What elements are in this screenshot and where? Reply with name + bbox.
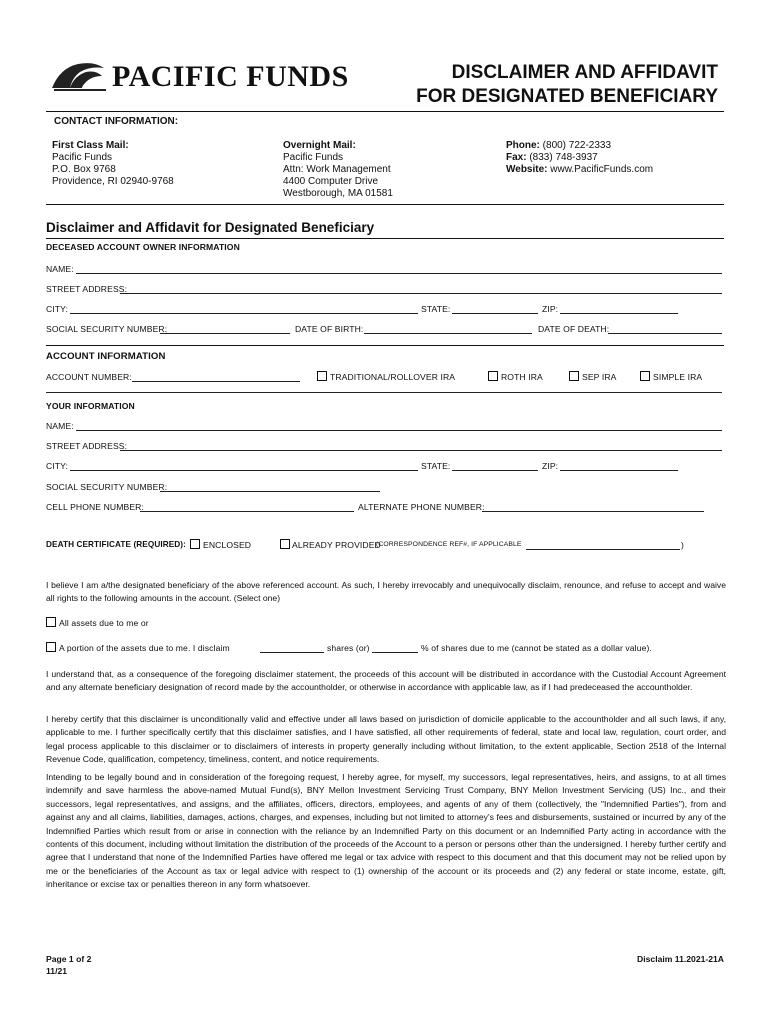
form-title-line2: FOR DESIGNATED BENEFICIARY (416, 86, 718, 107)
correspondence-ref-close: ) (681, 540, 684, 550)
your-street-field[interactable] (120, 450, 722, 451)
first-class-line: Providence, RI 02940-9768 (52, 176, 174, 187)
phone-block (506, 140, 653, 176)
cell-phone-label: CELL PHONE NUMBER: (46, 502, 144, 512)
form-id: Disclaim 11.2021-21A (637, 954, 724, 964)
traditional-ira-label: TRADITIONAL/ROLLOVER IRA (330, 372, 456, 382)
enclosed-checkbox[interactable] (190, 539, 200, 549)
death-cert-label: DEATH CERTIFICATE (REQUIRED): (46, 540, 186, 549)
portion-label-c: % of shares due to me (cannot be stated as a dollar value). (421, 643, 652, 653)
traditional-ira-checkbox[interactable] (317, 371, 327, 381)
deceased-zip-field[interactable] (560, 313, 678, 314)
page-number: Page 1 of 2 (46, 954, 92, 964)
phone-value: (800) 722-2333 (542, 140, 612, 151)
deceased-zip-label: ZIP: (542, 304, 559, 314)
correspondence-ref-field[interactable] (526, 549, 680, 550)
correspondence-ref-label: (CORRESPONDENCE REF#, IF APPLICABLE (376, 541, 522, 548)
indemnification-paragraph: Intending to be legally bound and in consideration of the foregoing request, I hereby agree, for myself, my successors, legal representatives, heirs, and assigns, to at all times indemnify and save harmless the above-named Mutual Fund(s), BNY Mellon Investment Servicing Trust Company, BNY Mellon Investment Servicing (US) Inc., and their successors, legal representatives, and assigns, and the affiliates, officers, directors, employees, and agents of any of them (collectively, the "Indemnified Parties"), from and against any and all claims, liabilities, damages, actions, charges, and expenses, including but not limited to attorney's fees and disbursements, sustained or incurred by any of the Indemnified Parties which result from or arise in connection with the reliance by an Indemnified Party on this document or an Indemnified Party acting in accordance with the contents of this document, including without limitation the distribution of the proceeds of the Account to a person or persons other than the undersigned. I hereby further certify and agree that I understand that none of the Indemnified Parties have offered me legal or tax advice with respect to this document and that this document may not be relied upon by me or the beneficiaries of the Account as tax or legal advice with respect to (1) ownership of the account or its proceeds and (2) any federal or state income, estate, gift, inheritance or excise tax or penalties thereon in any form whatsoever. (46, 772, 726, 890)
your-city-field[interactable] (70, 470, 418, 471)
deceased-city-label: CITY: (46, 304, 68, 314)
website-label: Website: (506, 164, 548, 175)
dod-field[interactable] (608, 333, 722, 334)
already-provided-checkbox[interactable] (280, 539, 290, 549)
sep-ira-label: SEP IRA (582, 372, 617, 382)
your-zip-label: ZIP: (542, 461, 559, 471)
account-number-field[interactable] (132, 381, 300, 382)
form-title-line1: DISCLAIMER AND AFFIDAVIT (451, 62, 718, 83)
section-rule (46, 238, 724, 239)
roth-ira-checkbox[interactable] (488, 371, 498, 381)
overnight-mail-block (283, 140, 393, 200)
your-zip-field[interactable] (560, 470, 678, 471)
page-info (46, 953, 91, 977)
roth-ira-label: ROTH IRA (501, 372, 543, 382)
deceased-heading: DECEASED ACCOUNT OWNER INFORMATION (46, 242, 240, 252)
dob-field[interactable] (364, 333, 532, 334)
your-info-heading: YOUR INFORMATION (46, 401, 135, 411)
your-street-label: STREET ADDRESS: (46, 441, 128, 451)
alt-phone-label: ALTERNATE PHONE NUMBER: (358, 502, 485, 512)
all-assets-checkbox[interactable] (46, 617, 56, 627)
brand-name: PACIFIC FUNDS (112, 60, 349, 93)
first-class-label: First Class Mail: (52, 140, 129, 151)
disclaim-percent-field[interactable] (372, 652, 418, 653)
dod-label: DATE OF DEATH: (538, 324, 610, 334)
simple-ira-checkbox[interactable] (640, 371, 650, 381)
deceased-ssn-label: SOCIAL SECURITY NUMBER: (46, 324, 168, 334)
your-name-label: NAME: (46, 421, 74, 431)
cell-phone-field[interactable] (140, 511, 354, 512)
section-title: Disclaimer and Affidavit for Designated Beneficiary (46, 220, 375, 235)
deceased-name-field[interactable] (76, 273, 722, 274)
your-state-field[interactable] (452, 470, 538, 471)
first-class-mail-block (52, 140, 174, 188)
deceased-city-field[interactable] (70, 313, 418, 314)
phone-label: Phone: (506, 140, 540, 151)
overnight-line: Westborough, MA 01581 (283, 188, 393, 199)
account-heading: ACCOUNT INFORMATION (46, 351, 166, 362)
overnight-line: Pacific Funds (283, 152, 344, 163)
deceased-ssn-field[interactable] (160, 333, 290, 334)
overnight-line: 4400 Computer Drive (283, 176, 379, 187)
portion-assets-checkbox[interactable] (46, 642, 56, 652)
your-city-label: CITY: (46, 461, 68, 471)
alt-phone-field[interactable] (482, 511, 704, 512)
overnight-label: Overnight Mail: (283, 140, 356, 151)
account-rule (46, 345, 724, 346)
certification-paragraph: I hereby certify that this disclaimer is unconditionally valid and effective under all laws based on jurisdiction of domicile applicable to the accountholder and all such laws, if any, applicable to me. I further specifically certify that this disclaimer satisfies, and I have satisfied, all other requirements of federal, state and local law, regulation, court order, and legal process applicable to this disclaimer or to disclaimers of interests in property generally including without limitation, to the extent applicable, Section 2518 of the Internal Revenue Code, qualification, competency, timeliness, content, and notice requirements. (46, 714, 726, 765)
account-extra-field[interactable] (46, 392, 722, 393)
deceased-state-field[interactable] (452, 313, 538, 314)
your-ssn-label: SOCIAL SECURITY NUMBER: (46, 482, 168, 492)
deceased-name-label: NAME: (46, 264, 74, 274)
all-assets-label: All assets due to me or (59, 618, 149, 628)
already-provided-label: ALREADY PROVIDED (292, 540, 381, 550)
deceased-street-label: STREET ADDRESS: (46, 284, 128, 294)
portion-label-b: shares (or) (327, 643, 370, 653)
deceased-state-label: STATE: (421, 304, 451, 314)
first-class-line: Pacific Funds (52, 152, 113, 163)
simple-ira-label: SIMPLE IRA (653, 372, 703, 382)
account-number-label: ACCOUNT NUMBER: (46, 372, 132, 382)
form-date: 11/21 (46, 966, 68, 976)
header-rule (46, 111, 724, 112)
fax-value: (833) 748-3937 (529, 152, 598, 163)
consequence-paragraph: I understand that, as a consequence of the foregoing disclaimer statement, the proceeds of this account will be distributed in accordance with the Custodial Account Agreement and any alternate beneficiary designation of record made by the accountholder, or otherwise in accordance with applicable law, as if I had predeceased the accountholder. (46, 669, 726, 693)
contact-rule (46, 204, 724, 205)
contact-heading: CONTACT INFORMATION: (54, 116, 179, 127)
sep-ira-checkbox[interactable] (569, 371, 579, 381)
your-ssn-field[interactable] (160, 491, 380, 492)
website-link[interactable]: www.PacificFunds.com (550, 164, 654, 175)
dob-label: DATE OF BIRTH: (295, 324, 364, 334)
disclaim-shares-field[interactable] (260, 652, 324, 653)
first-class-line: P.O. Box 9768 (52, 164, 116, 175)
enclosed-label: ENCLOSED (203, 540, 252, 550)
disclaimer-statement: I believe I am a/the designated beneficiary of the above referenced account. As such, I hereby irrevocably and unequivocally disclaim, renounce, and refuse to accept and waive all rights to the following amounts in the account. (Select one) (46, 580, 726, 604)
wave-logo-icon (50, 58, 108, 94)
your-state-label: STATE: (421, 461, 451, 471)
portion-label-a: A portion of the assets due to me. I disclaim (59, 643, 230, 653)
deceased-street-field[interactable] (120, 293, 722, 294)
pacific-funds-logo (50, 58, 349, 98)
overnight-line: Attn: Work Management (283, 164, 391, 175)
fax-label: Fax: (506, 152, 527, 163)
your-name-field[interactable] (76, 430, 722, 431)
